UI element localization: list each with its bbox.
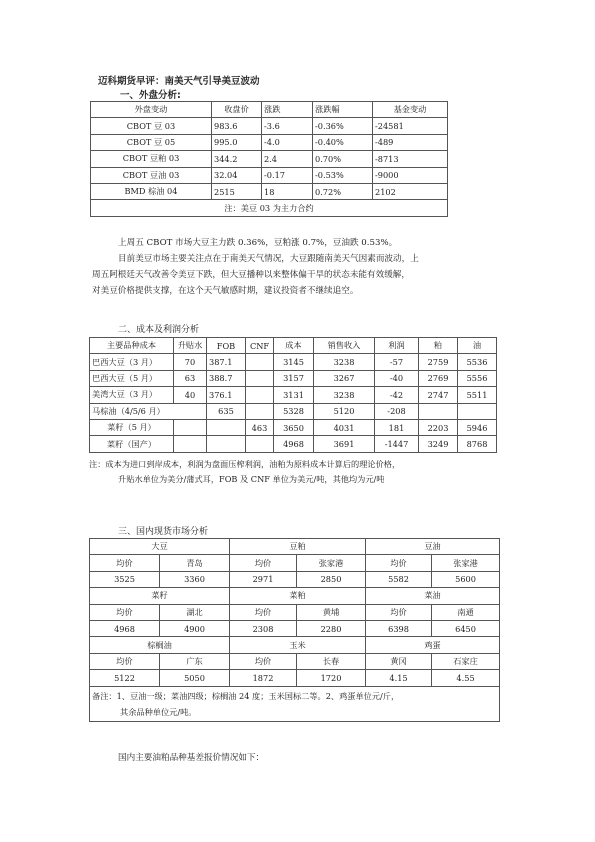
header-cell: 成本 [274,338,314,354]
table-row [90,403,497,419]
cell: BMD 棕油 04 [91,183,212,199]
cell: -0.53% [313,167,373,183]
cell: 2971 [230,571,297,587]
cell: 2759 [419,354,458,370]
cell: -0.17 [262,167,313,183]
table-row [91,134,448,150]
subheader-row [90,604,500,620]
cell: -40 [375,370,419,386]
cell: 5328 [274,403,314,419]
category-row [90,539,500,555]
category-cell: 大豆 [90,539,230,555]
cell: 5946 [458,419,497,435]
cell [207,419,246,435]
cell: 菜籽（国产） [90,436,174,452]
cell: 4.15 [366,670,432,686]
cell: 黄冈 [366,653,432,669]
table-header-row [91,102,448,118]
cell: 巴西大豆（3 月） [90,354,174,370]
cell [246,403,274,419]
category-cell: 豆油 [366,539,500,555]
cell [246,387,274,403]
category-row [90,637,500,653]
cell: 4968 [90,620,160,636]
cell: -4.0 [262,134,313,150]
cell: -24581 [373,118,448,134]
doc-title: 迈科期货早评：南美天气引导美豆波动 [98,76,260,87]
header-cell: 粕 [419,338,458,354]
table-note: 注：成本为进口到岸成本，利润为盘面压榨利润，油粕为原料成本计算后的理论价格， [89,459,401,469]
cell: 2102 [373,183,448,199]
cell: 菜籽（5 月） [90,419,174,435]
cell: 美湾大豆（3 月） [90,387,174,403]
cell: CBOT 豆 05 [91,134,212,150]
cell: -0.40% [313,134,373,150]
cell: 8768 [458,436,497,452]
cell: 石家庄 [432,653,500,669]
cell: -9000 [373,167,448,183]
cell: 387.1 [207,354,246,370]
cell: 均价 [90,555,160,571]
cell: 2769 [419,370,458,386]
cost-profit-table [89,337,497,453]
cell: 黄埔 [297,604,366,620]
header-cell: 升贴水 [174,338,207,354]
footer-text: 国内主要油粕品种基差报价情况如下： [118,753,265,763]
cell: 3650 [274,419,314,435]
cell: 2308 [230,620,297,636]
remark-cell [90,686,500,721]
cell: 3238 [314,354,375,370]
cell: 635 [207,403,246,419]
cell: 张家港 [432,555,500,571]
value-row [90,571,500,587]
cell: CBOT 豆 03 [91,118,212,134]
cell [458,403,497,419]
table-row [90,419,497,435]
cell: 3525 [90,571,160,587]
cell: 5122 [90,670,160,686]
header-cell: CNF [246,338,274,354]
category-cell: 豆粕 [230,539,366,555]
cell: 3145 [274,354,314,370]
cell [246,370,274,386]
header-cell: 主要品种成本 [90,338,174,354]
remark-line: 其余品种单位元/吨。 [120,706,197,717]
cell: 0.70% [313,151,373,167]
cell: 344.2 [212,151,262,167]
cell: 长春 [297,653,366,669]
cell [207,436,246,452]
cell: 均价 [230,555,297,571]
foreign-market-table [90,101,448,217]
category-cell: 棕榈油 [90,637,230,653]
cell: 32.04 [212,167,262,183]
cell: 1720 [297,670,366,686]
header-cell: 油 [458,338,497,354]
header-cell: FOB [207,338,246,354]
category-cell: 菜油 [366,588,500,604]
cell: 湖北 [160,604,230,620]
cell: 3267 [314,370,375,386]
cell: 388.7 [207,370,246,386]
header-cell: 收盘价 [212,102,262,118]
cell: 3157 [274,370,314,386]
cell: 6398 [366,620,432,636]
cell: 青岛 [160,555,230,571]
cell: 均价 [90,604,160,620]
category-cell: 鸡蛋 [366,637,500,653]
cell: 463 [246,419,274,435]
table-header-row [90,338,497,354]
cell: 63 [174,370,207,386]
table-row [90,436,497,452]
cell: -208 [375,403,419,419]
cell: 5120 [314,403,375,419]
cell: 6450 [432,620,500,636]
cell: 2850 [297,571,366,587]
cell: 张家港 [297,555,366,571]
header-cell: 外盘变动 [91,102,212,118]
table-row [91,118,448,134]
category-cell: 菜籽 [90,588,230,604]
subheader-row [90,653,500,669]
subheader-row [90,555,500,571]
cell: 广东 [160,653,230,669]
cell: 2515 [212,183,262,199]
category-cell: 菜粕 [230,588,366,604]
cell: 18 [262,183,313,199]
header-cell: 涨跌 [262,102,313,118]
cell: -42 [375,387,419,403]
remark-row [90,686,500,721]
paragraph-line: 周五阿根廷天气改善令美豆下跌，但大豆播种以来整体偏干旱的状态未能有效缓解， [92,270,410,280]
cell: 5050 [160,670,230,686]
cell: 南通 [432,604,500,620]
header-cell: 基金变动 [373,102,448,118]
cell: 4.55 [432,670,500,686]
paragraph-line: 目前美豆市场主要关注点在于南美天气情况，大豆跟随南美天气因素而波动，上 [118,254,419,264]
category-row [90,588,500,604]
cell: 3249 [419,436,458,452]
cell: -8713 [373,151,448,167]
cell [246,436,274,452]
cell: 3691 [314,436,375,452]
cell: 4968 [274,436,314,452]
cell: 181 [375,419,419,435]
cell: -3.6 [262,118,313,134]
table-row [90,370,497,386]
cell: 5536 [458,354,497,370]
cell [174,419,207,435]
header-cell: 涨跌幅 [313,102,373,118]
cell: 1872 [230,670,297,686]
remark-line: 备注：1、豆油一级；菜油四级；棕榈油 24 度；玉米国标二等。2、鸡蛋单位元/斤， [92,690,400,701]
paragraph-line: 对美豆价格提供支撑，在这个天气敏感时期，建议投资者不继续追空。 [92,286,359,296]
cell [174,436,207,452]
table-row [90,387,497,403]
table-row [91,151,448,167]
table-row [90,354,497,370]
header-cell: 销售收入 [314,338,375,354]
section1-heading: 一、外盘分析: [120,90,181,101]
table-row [91,183,448,199]
cell: 3131 [274,387,314,403]
cell: 983.6 [212,118,262,134]
value-row [90,670,500,686]
cell: 5556 [458,370,497,386]
cell: CBOT 豆油 03 [91,167,212,183]
cell: 均价 [366,555,432,571]
cell: 马棕油（4/5/6 月） [90,403,207,419]
cell: 70 [174,354,207,370]
cell: -489 [373,134,448,150]
cell: 均价 [230,604,297,620]
cell: 4900 [160,620,230,636]
domestic-spot-table [89,538,500,722]
cell: 376.1 [207,387,246,403]
table-row [91,167,448,183]
section3-heading: 三、国内现货市场分析 [118,527,209,537]
cell: 0.72% [313,183,373,199]
cell: 5600 [432,571,500,587]
cell [419,403,458,419]
header-cell: 利润 [375,338,419,354]
cell [246,354,274,370]
table-note: 升贴水单位为美分/蒲式耳，FOB 及 CNF 单位为美元/吨，其他均为元/吨 [118,474,385,484]
category-cell: 玉米 [230,637,366,653]
cell: 2.4 [262,151,313,167]
cell: 2203 [419,419,458,435]
cell: 5511 [458,387,497,403]
cell: 均价 [230,653,297,669]
cell: -57 [375,354,419,370]
section2-heading: 二、成本及利润分析 [118,325,200,335]
table-note-row [91,200,448,216]
cell: 995.0 [212,134,262,150]
cell: 均价 [90,653,160,669]
cell: 4031 [314,419,375,435]
cell: CBOT 豆粕 03 [91,151,212,167]
cell: -1447 [375,436,419,452]
cell: 2747 [419,387,458,403]
cell: 2280 [297,620,366,636]
cell: -0.36% [313,118,373,134]
cell: 3238 [314,387,375,403]
cell: 5582 [366,571,432,587]
table-note: 注：美豆 03 为主力合约 [91,200,448,216]
cell: 40 [174,387,207,403]
cell: 均价 [366,604,432,620]
cell: 3360 [160,571,230,587]
value-row [90,620,500,636]
paragraph-line: 上周五 CBOT 市场大豆主力跌 0.36%，豆粕涨 0.7%，豆油跌 0.53%。 [118,238,398,248]
cell: 巴西大豆（5 月） [90,370,174,386]
